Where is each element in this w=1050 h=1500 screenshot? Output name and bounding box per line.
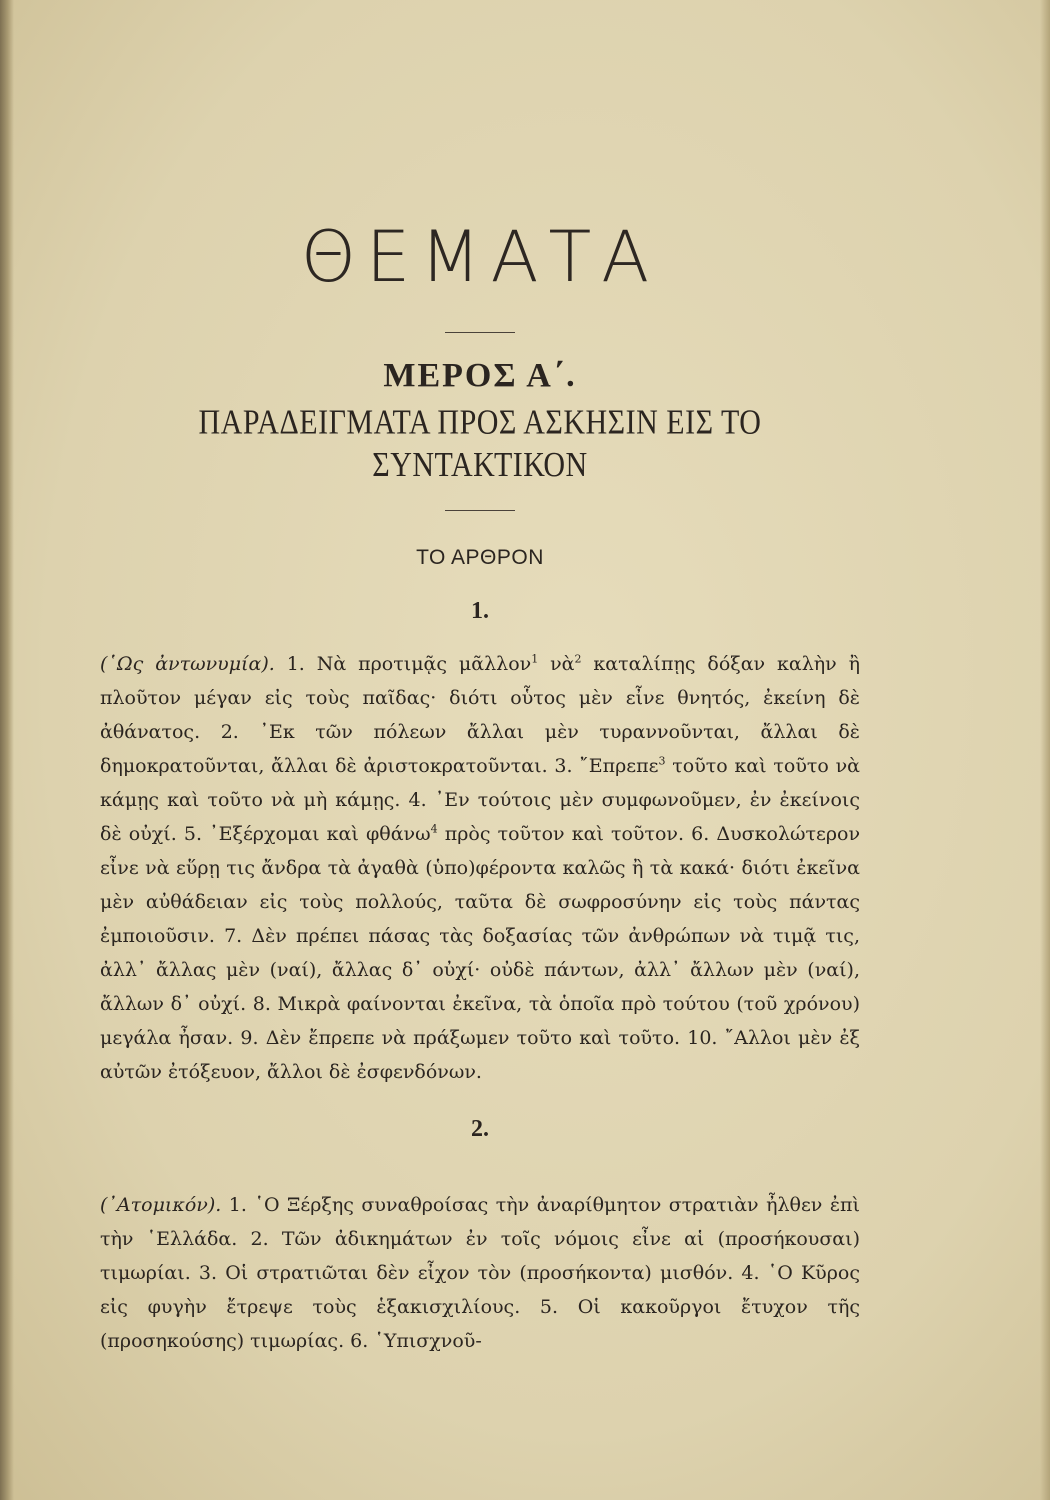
part-heading: ΜΕΡΟΣ Α΄. — [383, 357, 577, 394]
paragraph-text: 1. ῾Ο Ξέρξης συναθροίσας τὴν ἀναρίθμητον στρατιὰν ἦλθεν ἐπὶ τὴν ῾Ελλάδα. 2. Τῶν ἀδικημάτων ἐν τοῖς νόμοις εἶνε αἱ (προσήκουσαι) τιμωρίαι. 3. Οἱ στρατιῶται δὲν εἶχον τὸν (προσήκοντα) μισθόν. 4. ῾Ο Κῦρος εἰς φυγὴν ἔτρεψε τοὺς ἑξακισχιλίους. 5. Οἱ κακοῦργοι ἔτυχον τῆς (προσηκούσης) τιμωρίας. 6. ῾Υπισχνοῦ- — [100, 1194, 860, 1353]
footnote-mark: 3 — [658, 755, 666, 769]
paragraph-text: καταλίπῃς δόξαν καλὴν ἢ πλοῦτον μέγαν εἰς τοὺς παῖδας· διότι οὗτος μὲν εἶνε θνητός, ἐκείνη δὲ ἀθάνατος. 2. ᾿Εκ τῶν πόλεων ἄλλαι μὲν τυραννοῦνται, ἄλλαι δὲ δημοκρατοῦνται, ἄλλαι δὲ ἀριστοκρατοῦνται. 3. ῎Επρεπε — [100, 653, 861, 778]
footnote-mark: 2 — [574, 653, 582, 667]
exercise-paragraph — [100, 1188, 860, 1358]
page-content — [100, 200, 860, 1358]
paragraph-text: 1. Νὰ προτιμᾷς μᾶλλον — [274, 653, 532, 676]
title-rule — [445, 332, 515, 333]
section-heading: ΤΟ ΑΡΘΡΟΝ — [416, 546, 544, 570]
exercise-lead: (᾿Ατομικόν). — [100, 1194, 222, 1217]
footnote-mark: 1 — [531, 653, 539, 667]
exercise-lead: (῾Ως ἀντωνυμία). — [100, 653, 275, 676]
page-edge — [1040, 0, 1050, 1500]
exercise-paragraph — [100, 647, 860, 1089]
paragraph-text: τοῦτο καὶ τοῦτο νὰ κάμῃς καὶ τοῦτο νὰ μὴ κάμῃς. 4. ᾿Εν τούτοις μὲν συμφωνοῦμεν, ἐν ἐκείνοις δὲ οὐχί. 5. ᾿Εξέρχομαι καὶ φθάνω — [100, 755, 860, 846]
footnote-mark: 4 — [430, 823, 438, 837]
paragraph-text: νὰ — [538, 653, 575, 676]
subtitle-rule — [445, 510, 515, 511]
subtitle: ΠΑΡΑΔΕΙΓΜΑΤΑ ΠΡΟΣ ΑΣΚΗΣΙΝ ΕΙΣ ΤΟ ΣΥΝΤΑΚΤΙΚΟΝ — [198, 403, 762, 485]
paragraph-text: πρὸς τοῦτον καὶ τοῦτον. 6. Δυσκολώτερον εἶνε νὰ εὕρῃ τις ἄνδρα τὰ ἀγαθὰ (ὑπο)φέροντα καλῶς ἢ τὰ κακά· διότι ἐκεῖνα μὲν αὐθάδειαν εἰς τοὺς πολλούς, ταῦτα δὲ σωφροσύνην εἰς τοὺς πάντας ἐμποιοῦσιν. 7. Δὲν πρέπει πάσας τὰς δοξασίας τῶν ἀνθρώπων νὰ τιμᾷ τις, ἀλλ᾿ ἄλλας μὲν (ναί), ἄλλας δ᾿ οὐχί· οὐδὲ πάντων, ἀλλ᾿ ἄλλων μὲν (ναί), ἄλλων δ᾿ οὐχί. 8. Μικρὰ φαίνονται ἐκεῖνα, τὰ ὁποῖα πρὸ τούτου (τοῦ χρόνου) μεγάλα ἦσαν. 9. Δὲν ἔπρεπε νὰ πράξωμεν τοῦτο καὶ τοῦτο. 10. ῎Αλλοι μὲν ἐξ αὐτῶν ἐτόξευον, ἄλλοι δὲ ἐσφενδόνων. — [100, 823, 861, 1084]
exercise-number: 2. — [471, 1116, 489, 1143]
spine-shadow — [0, 0, 14, 1500]
page-title: ΘΕΜΑΤΑ — [300, 216, 660, 298]
exercise-number: 1. — [471, 597, 489, 624]
